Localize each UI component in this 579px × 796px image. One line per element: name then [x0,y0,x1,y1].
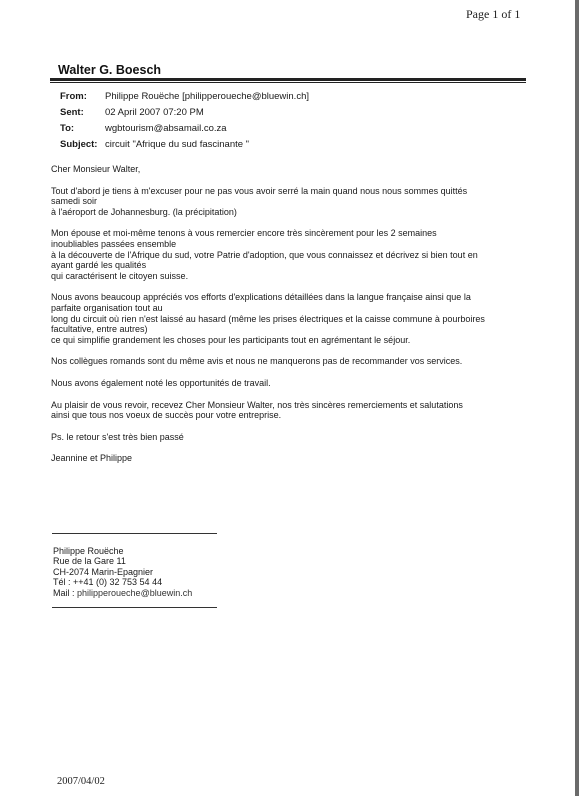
email-header-table [60,90,309,154]
greeting: Cher Monsieur Walter, [51,164,141,174]
body-paragraph-opportunities: Nous avons également noté les opportunités de travail. [51,377,271,388]
signature-mail-link[interactable]: philipperoueche@bluewin.ch [77,587,193,598]
header-row-to [60,122,309,138]
header-label-to: To: [60,123,75,134]
signature-rule-top [52,533,217,534]
header-row-sent [60,106,309,122]
email-body [51,164,526,475]
sign-off: Jeannine et Philippe [51,453,133,464]
body-paragraph-apology: Tout d'abord je tiens à m'excuser pour ne pas vous avoir serré la main quand nous nous sommes quittés samedi soir à l'aéroport de Johannesburg. (la précipitation) [51,185,468,217]
body-paragraph-colleagues: Nos collègues romands sont du même avis et nous ne manquerons pas de recommander vos services. [51,356,463,367]
header-value-subject: circuit "Afrique du sud fascinante " [105,139,250,150]
header-rule [50,78,526,81]
header-label-sent: Sent: [60,107,84,118]
page-number: Page 1 of 1 [466,7,521,21]
header-value-from: Philippe Rouëche [philipperoueche@bluewin.ch] [105,91,309,102]
body-paragraph-appreciation: Nous avons beaucoup appréciés vos efforts d'explications détaillées dans la langue française ainsi que la parfaite organisation tout au long du circuit où rien n'est laissé au hasard (même les prises électriques et la caisse commune à pourboires facultative, entre autres) ce qui simplifie grandement les choses pour les participants tout en agrémentant le séjour. [51,292,485,345]
signature-street: Rue de la Gare 11 [53,556,126,567]
signature-name: Philippe Rouëche [53,546,124,556]
header-value-sent: 02 April 2007 07:20 PM [105,107,204,118]
body-paragraph-closing: Au plaisir de vous revoir, recevez Cher Monsieur Walter, nos très sincères remerciements et salutations ainsi que tous nos voeux de succès pour votre entreprise. [51,399,463,421]
signature-city: CH-2074 Marin-Epagnier [53,566,154,577]
header-row-subject [60,138,309,154]
sender-name: Walter G. Boesch [58,63,162,77]
postscript: Ps. le retour s'est très bien passé [51,431,184,442]
header-label-subject: Subject: [60,139,98,150]
signature-mail [53,588,192,598]
scan-edge [575,0,579,796]
body-paragraph-thanks: Mon épouse et moi-même tenons à vous remercier encore très sincèrement pour les 2 semaines inoubliables passées ensemble à la découverte de l'Afrique du sud, votre Patrie d'adoption, que vous connaissez et décrivez si bien tout en ayant gardé les qualités qui caractérisent le citoyen suisse. [51,228,478,281]
header-row-from [60,90,309,106]
signature-rule-bottom [52,607,217,608]
header-label-from: From: [60,91,87,102]
footer-date: 2007/04/02 [57,776,105,787]
signature-mail-label: Mail : [53,587,78,598]
header-rule-thin [50,82,526,83]
signature-block [53,546,192,598]
signature-phone: Tél : ++41 (0) 32 753 54 44 [53,577,163,588]
header-value-to: wgbtourism@absamail.co.za [105,123,227,134]
